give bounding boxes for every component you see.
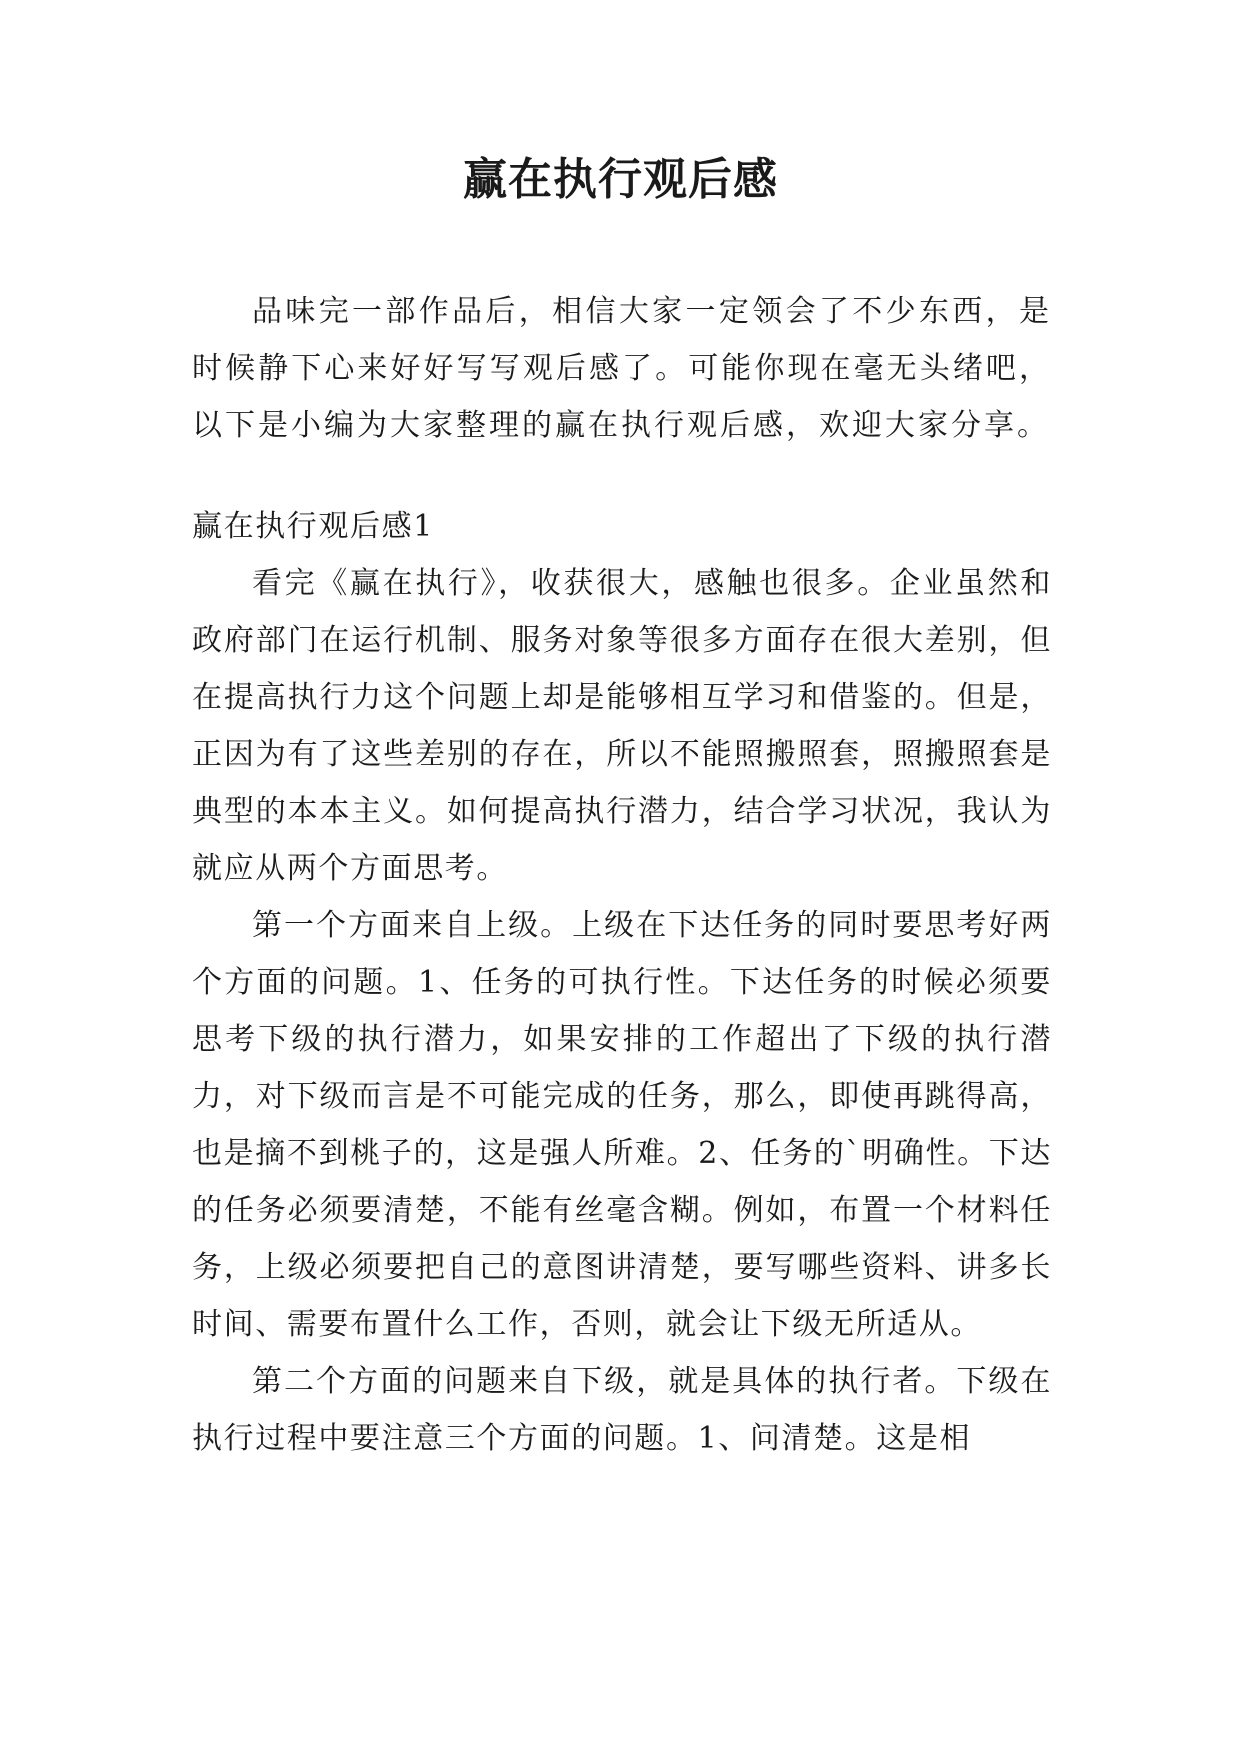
- body-paragraph-3: 第二个方面的问题来自下级，就是具体的执行者。下级在执行过程中要注意三个方面的问题。1、问清楚。这是相: [192, 1364, 1052, 1456]
- section-heading: 赢在执行观后感1: [192, 509, 434, 544]
- intro-paragraph: 品味完一部作品后，相信大家一定领会了不少东西，是时候静下心来好好写写观后感了。可能你现在毫无头绪吧，以下是小编为大家整理的赢在执行观后感，欢迎大家分享。: [192, 294, 1052, 443]
- document-title: 赢在执行观后感: [463, 154, 778, 205]
- body-paragraph-2: 第一个方面来自上级。上级在下达任务的同时要思考好两个方面的问题。1、任务的可执行性。下达任务的时候必须要思考下级的执行潜力，如果安排的工作超出了下级的执行潜力，对下级而言是不可能完成的任务，那么，即使再跳得高，也是摘不到桃子的，这是强人所难。2、任务的`明确性。下达的任务必须要清楚，不能有丝毫含糊。例如，布置一个材料任务，上级必须要把自己的意图讲清楚，要写哪些资料、讲多长时间、需要布置什么工作，否则，就会让下级无所适从。: [192, 908, 1052, 1342]
- document-body: [192, 283, 1052, 1467]
- body-paragraph-1: 看完《赢在执行》，收获很大，感触也很多。企业虽然和政府部门在运行机制、服务对象等很多方面存在很大差别，但在提高执行力这个问题上却是能够相互学习和借鉴的。但是，正因为有了这些差别的存在，所以不能照搬照套，照搬照套是典型的本本主义。如何提高执行潜力，结合学习状况，我认为就应从两个方面思考。: [192, 566, 1052, 886]
